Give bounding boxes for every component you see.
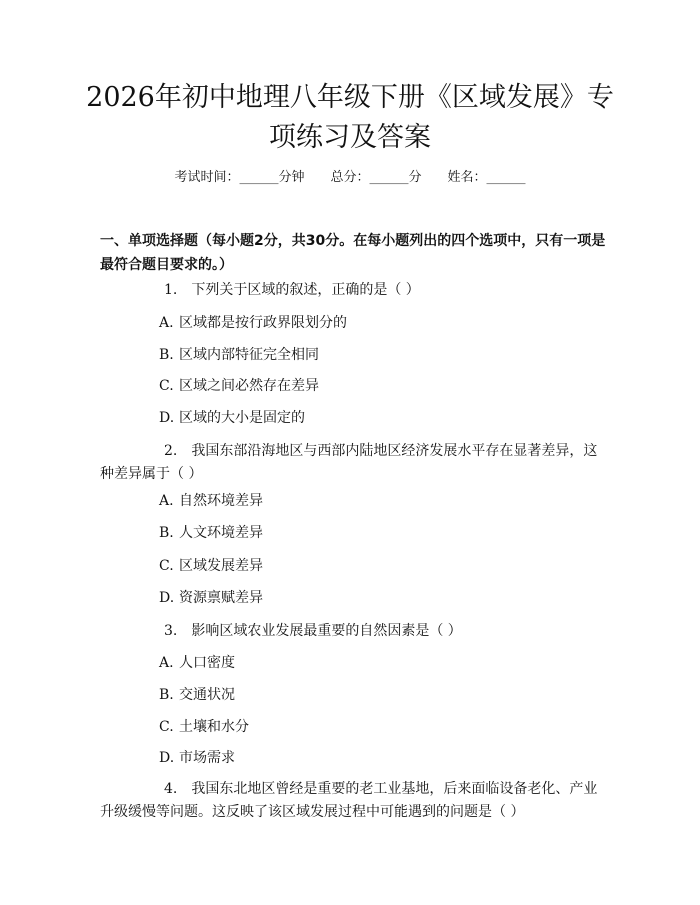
option-letter: C. (159, 558, 174, 574)
option-letter: B. (159, 347, 174, 363)
question-2-option-d (159, 588, 263, 608)
option-letter: A. (159, 315, 174, 331)
option-letter: C. (159, 719, 174, 735)
page-title-line-2: 项练习及答案 (269, 122, 431, 153)
exam-time-field: 考试时间：______分钟 (174, 170, 305, 185)
question-3-option-b (159, 685, 235, 705)
option-letter: B. (159, 525, 174, 541)
option-text: 人文环境差异 (179, 525, 263, 541)
total-score-field: 总分：______分 (330, 170, 422, 185)
question-number: 4. (164, 781, 178, 797)
question-4 (100, 778, 605, 824)
option-letter: D. (159, 750, 175, 766)
option-text: 区域内部特征完全相同 (179, 347, 319, 363)
question-1-option-a (159, 313, 347, 333)
question-1-option-c (159, 376, 319, 396)
question-3-option-c (159, 717, 249, 737)
question-3-option-d (159, 748, 235, 768)
exam-info-line (0, 168, 700, 188)
option-letter: D. (159, 410, 175, 426)
question-2-option-b (159, 523, 263, 543)
question-stem: 影响区域农业发展最重要的自然因素是（ ） (191, 623, 462, 639)
question-stem: 下列关于区域的叙述，正确的是（ ） (191, 282, 420, 298)
option-text: 区域的大小是固定的 (179, 410, 305, 426)
option-text: 自然环境差异 (179, 493, 263, 509)
section-heading: 一、单项选择题（每小题2分，共30分。在每小题列出的四个选项中，只有一项是最符合题目要求的。） (100, 233, 606, 273)
option-letter: A. (159, 655, 174, 671)
question-3-option-a (159, 653, 235, 673)
question-1-option-d (159, 408, 305, 428)
option-text: 资源禀赋差异 (179, 590, 263, 606)
page-title-line-1: 2026年初中地理八年级下册《区域发展》专 (86, 82, 614, 113)
question-2-option-a (159, 491, 263, 511)
option-text: 交通状况 (179, 687, 235, 703)
option-letter: D. (159, 590, 175, 606)
student-name-field: 姓名：______ (447, 170, 526, 185)
question-3 (100, 620, 605, 643)
question-stem: 我国东北地区曾经是重要的老工业基地，后来面临设备老化、产业升级缓慢等问题。这反映了该区域发展过程中可能遇到的问题是（ ） (100, 781, 598, 820)
question-1-option-b (159, 345, 319, 365)
option-text: 区域发展差异 (179, 558, 263, 574)
option-text: 区域都是按行政界限划分的 (179, 315, 347, 331)
option-text: 人口密度 (179, 655, 235, 671)
question-stem: 我国东部沿海地区与西部内陆地区经济发展水平存在显著差异，这种差异属于（ ） (100, 443, 598, 482)
question-number: 2. (164, 443, 178, 459)
option-text: 区域之间必然存在差异 (179, 378, 319, 394)
option-text: 土壤和水分 (179, 719, 249, 735)
question-number: 3. (164, 623, 178, 639)
question-1 (100, 279, 605, 302)
option-letter: C. (159, 378, 174, 394)
question-2 (100, 440, 605, 486)
option-letter: B. (159, 687, 174, 703)
question-number: 1. (164, 282, 178, 298)
option-text: 市场需求 (179, 750, 235, 766)
question-2-option-c (159, 556, 263, 576)
option-letter: A. (159, 493, 174, 509)
